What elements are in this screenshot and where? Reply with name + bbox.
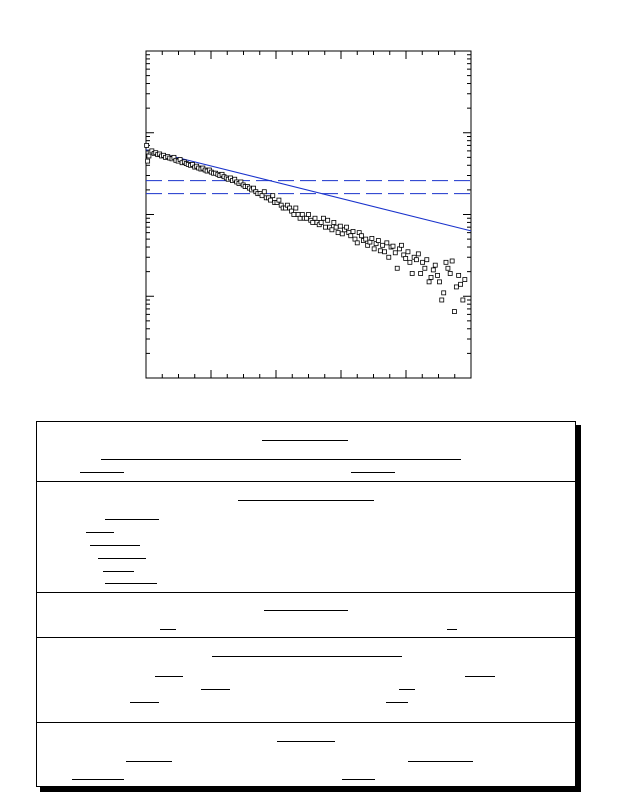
threshold-lines <box>146 181 471 194</box>
report-section-4 <box>37 638 575 723</box>
data-point <box>355 241 359 245</box>
data-point <box>387 255 391 259</box>
data-point <box>383 250 387 254</box>
data-point <box>414 258 418 262</box>
data-point <box>336 231 340 235</box>
data-point <box>404 256 408 260</box>
data-point <box>381 243 385 247</box>
data-point <box>147 154 151 158</box>
data-point <box>442 291 446 295</box>
data-point <box>340 232 344 236</box>
data-point <box>146 159 150 163</box>
data-point <box>326 218 330 222</box>
data-point <box>332 220 336 224</box>
data-point <box>364 237 368 241</box>
report-section-3 <box>37 593 575 638</box>
report-section-5 <box>37 723 575 788</box>
rule <box>201 689 230 690</box>
data-point <box>406 250 410 254</box>
data-point <box>446 266 450 270</box>
section-heading-rule <box>277 741 335 742</box>
rule <box>408 761 473 762</box>
data-point <box>359 234 363 238</box>
data-point <box>416 252 420 256</box>
data-point <box>277 198 281 202</box>
report-section-1 <box>37 422 575 482</box>
data-point <box>145 143 149 147</box>
data-point <box>463 278 467 282</box>
data-point <box>423 266 427 270</box>
data-point <box>311 220 315 224</box>
rule <box>399 689 415 690</box>
data-point <box>395 266 399 270</box>
data-point <box>429 275 433 279</box>
rule <box>447 629 457 630</box>
data-point <box>454 285 458 289</box>
section-heading-rule <box>212 656 402 657</box>
data-point <box>349 234 353 238</box>
data-point <box>351 229 355 233</box>
data-point <box>372 247 376 251</box>
rule <box>160 629 176 630</box>
data-point <box>448 271 452 275</box>
section-heading-rule <box>238 500 374 501</box>
rule <box>105 583 157 584</box>
data-point <box>410 271 414 275</box>
data-points <box>145 143 467 313</box>
data-point <box>459 282 463 286</box>
data-point <box>323 225 327 229</box>
rule <box>465 676 495 677</box>
data-point <box>436 273 440 277</box>
data-point <box>457 273 461 277</box>
data-point <box>452 310 456 314</box>
rule <box>103 571 134 572</box>
report-section-2 <box>37 482 575 593</box>
data-point <box>271 194 275 198</box>
data-point <box>450 259 454 263</box>
data-point <box>260 194 264 198</box>
data-point <box>440 298 444 302</box>
data-point <box>338 224 342 228</box>
data-point <box>433 263 437 267</box>
rule <box>351 472 395 473</box>
rule <box>130 702 159 703</box>
rule <box>126 761 172 762</box>
data-point <box>385 241 389 245</box>
data-point <box>307 213 311 217</box>
data-point <box>408 260 412 264</box>
data-point <box>334 225 338 229</box>
data-point <box>370 236 374 240</box>
rule <box>105 519 159 520</box>
rule <box>101 459 461 460</box>
data-point <box>376 239 380 243</box>
rule <box>80 472 124 473</box>
data-point <box>461 298 465 302</box>
data-point <box>425 258 429 262</box>
rule <box>98 558 146 559</box>
data-point <box>345 225 349 229</box>
data-point <box>294 206 298 210</box>
data-point <box>444 260 448 264</box>
rule <box>386 702 408 703</box>
rule <box>155 676 183 677</box>
data-point <box>421 260 425 264</box>
data-point <box>391 244 395 248</box>
data-point <box>321 216 325 220</box>
data-point <box>427 280 431 284</box>
data-point <box>292 213 296 217</box>
data-point <box>378 249 382 253</box>
data-point <box>393 251 397 255</box>
data-point <box>268 198 272 202</box>
rule <box>90 545 140 546</box>
section-heading-rule <box>262 440 348 441</box>
data-point <box>399 243 403 247</box>
rule <box>342 779 375 780</box>
data-point <box>419 271 423 275</box>
rule <box>72 779 124 780</box>
section-heading-rule <box>264 610 348 611</box>
data-point <box>313 216 317 220</box>
data-point <box>319 220 323 224</box>
data-point <box>262 190 266 194</box>
report-panel <box>36 421 576 787</box>
rule <box>86 532 114 533</box>
data-point <box>437 280 441 284</box>
data-point <box>330 228 334 232</box>
data-point <box>431 268 435 272</box>
